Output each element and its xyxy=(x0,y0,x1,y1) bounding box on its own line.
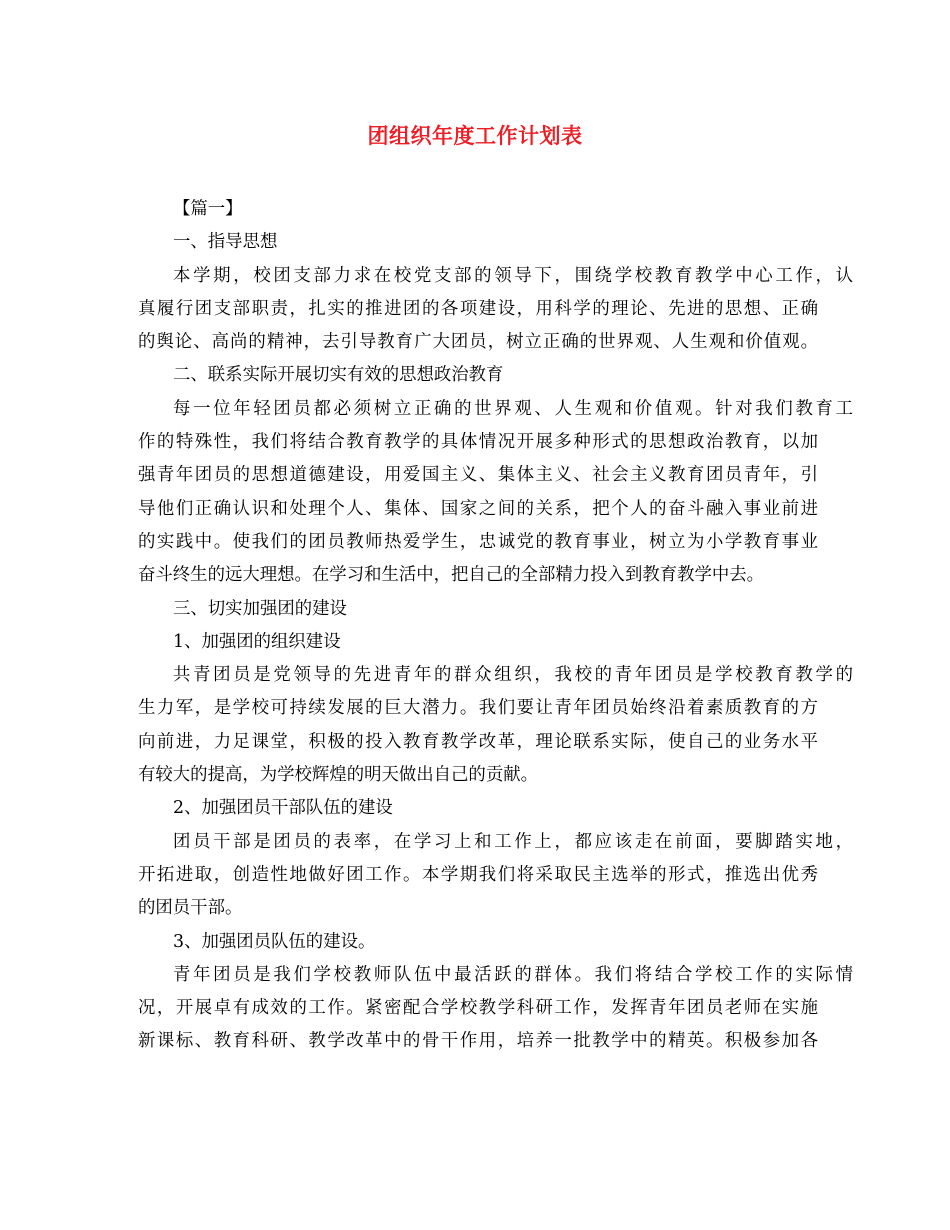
text-line: 青年团员是我们学校教师队伍中最活跃的群体。我们将结合学校工作的实际情 xyxy=(173,964,853,985)
text-line: 二、联系实际开展切实有效的思想政治教育 xyxy=(173,365,504,386)
text-line: 3、加强团员队伍的建设。 xyxy=(173,931,376,952)
text-line: 【篇一】 xyxy=(173,199,243,219)
text-line: 本学期，校团支部力求在校党支部的领导下，围绕学校教育教学中心工作，认 xyxy=(173,265,853,286)
text-line: 向前进，力足课堂，积极的投入教育教学改革，理论联系实际，使自己的业务水平 xyxy=(138,731,818,752)
document-title: 团组织年度工作计划表 xyxy=(367,124,583,148)
text-line: 况，开展卓有成效的工作。紧密配合学校教学科研工作，发挥青年团员老师在实施 xyxy=(138,998,818,1019)
text-line: 一、指导思想 xyxy=(173,232,278,253)
text-line: 作的特殊性，我们将结合教育教学的具体情况开展多种形式的思想政治教育，以加 xyxy=(138,432,818,453)
text-line: 强青年团员的思想道德建设，用爱国主义、集体主义、社会主义教育团员青年，引 xyxy=(138,465,818,486)
text-line: 有较大的提高，为学校辉煌的明天做出自己的贡献。 xyxy=(138,765,538,786)
text-line: 的实践中。使我们的团员教师热爱学生，忠诚党的教育事业，树立为小学教育事业 xyxy=(138,531,818,552)
text-line: 的团员干部。 xyxy=(138,898,243,919)
text-line: 1、加强团的组织建设 xyxy=(173,631,341,652)
text-line: 三、切实加强团的建设 xyxy=(173,598,347,619)
text-line: 真履行团支部职责，扎实的推进团的各项建设，用科学的理论、先进的思想、正确 xyxy=(138,298,818,319)
text-line: 每一位年轻团员都必须树立正确的世界观、人生观和价值观。针对我们教育工 xyxy=(173,398,853,419)
text-line: 的舆论、高尚的精神，去引导教育广大团员，树立正确的世界观、人生观和价值观。 xyxy=(138,332,818,353)
text-line: 奋斗终生的远大理想。在学习和生活中，把自己的全部精力投入到教育教学中去。 xyxy=(138,565,765,586)
text-line: 团员干部是团员的表率，在学习上和工作上，都应该走在前面，要脚踏实地， xyxy=(173,831,853,852)
text-line: 开拓进取，创造性地做好团工作。本学期我们将采取民主选举的形式，推选出优秀 xyxy=(138,864,818,885)
document-body xyxy=(138,193,853,1059)
text-line: 共青团员是党领导的先进青年的群众组织，我校的青年团员是学校教育教学的 xyxy=(173,665,853,686)
text-line: 生力军，是学校可持续发展的巨大潜力。我们要让青年团员始终沿着素质教育的方 xyxy=(138,698,818,719)
text-line: 2、加强团员干部队伍的建设 xyxy=(173,798,393,819)
text-line: 新课标、教育科研、教学改革中的骨干作用，培养一批教学中的精英。积极参加各 xyxy=(138,1031,818,1052)
text-line: 导他们正确认识和处理个人、集体、国家之间的关系，把个人的奋斗融入事业前进 xyxy=(138,498,818,519)
